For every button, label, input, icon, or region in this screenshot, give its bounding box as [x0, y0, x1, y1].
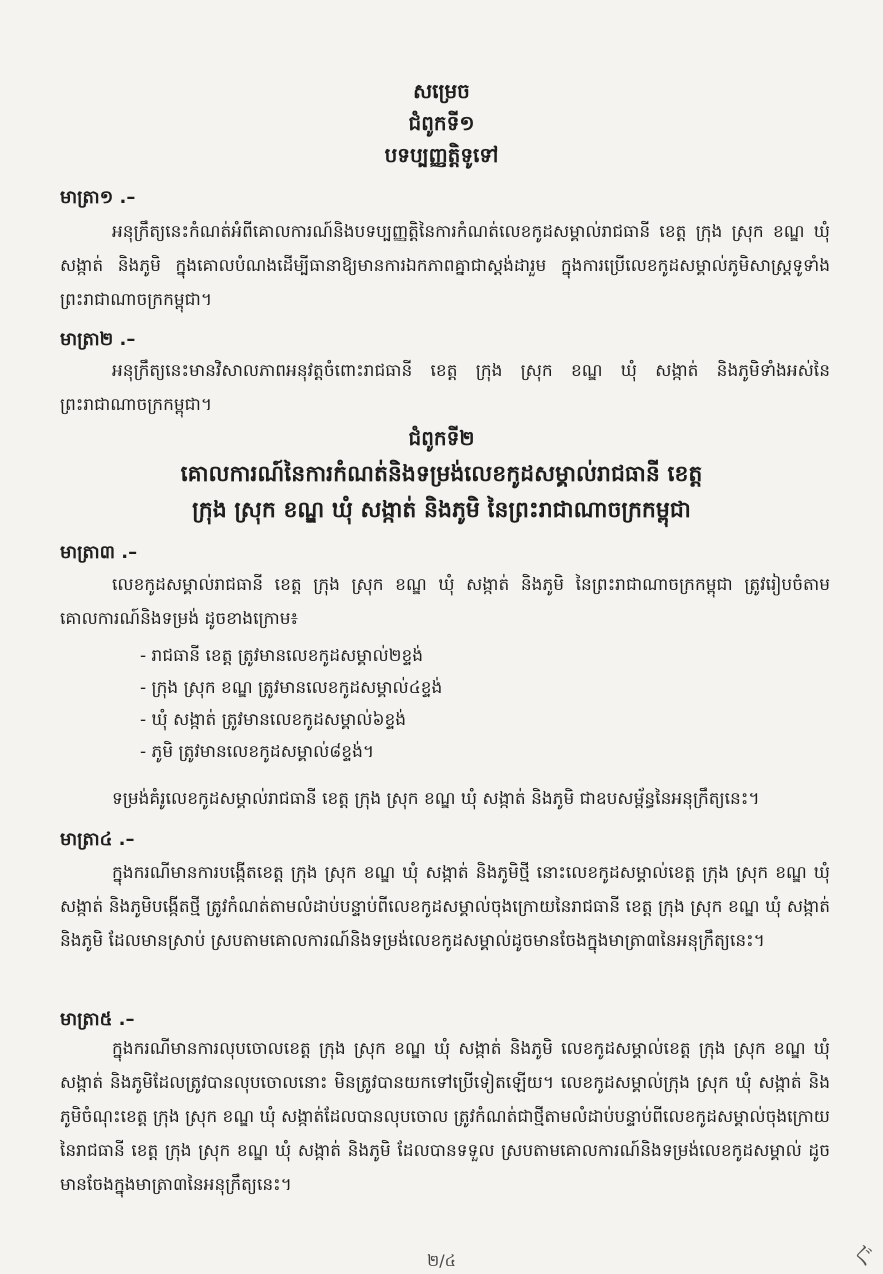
article4-text: ក្នុងករណីមានការបង្កើតខេត្ត ក្រុង ស្រុក ខណ្ឌ ឃុំ សង្កាត់ និងភូមិថ្មី នោះលេខកូដសម្គាល់ខេត្ត ក្រុង ស្រុក ខណ្ឌ ឃុំ សង្កាត់ និងភូមិបង្កើតថ្មី ត្រូវកំណត់តាមលំដាប់បន្ទាប់ពីលេខកូដសម្គាល់ចុងក្រោយនៃរាជធានី ខេត្ត ក្រុង ស្រុក ខណ្ឌ ឃុំ សង្កាត់ និងភូមិ ដែលមានស្រាប់ ស្របតាមគោលការណ៍និងទម្រង់លេខកូដសម្គាល់ដូចមានចែងក្នុងមាត្រា៣នៃអនុក្រឹត្យនេះ។: [60, 863, 830, 951]
chapter1-heading: ជំពូកទី១: [408, 111, 475, 135]
list-item: - ភូមិ ត្រូវមានលេខកូដសម្គាល់៨ខ្ទង់។: [140, 742, 375, 762]
decision-heading: សម្រេច: [413, 79, 470, 103]
list-item: - រាជធានី ខេត្ត ត្រូវមានលេខកូដសម្គាល់២ខ្ទង់: [140, 646, 424, 666]
article5-text: ក្នុងករណីមានការលុបចោលខេត្ត ក្រុង ស្រុក ខណ្ឌ ឃុំ សង្កាត់ និងភូមិ លេខកូដសម្គាល់ខេត្ត ក្រុង ស្រុក ខណ្ឌ ឃុំ សង្កាត់ និងភូមិដែលត្រូវបានលុបចោលនោះ មិនត្រូវបានយកទៅប្រើទៀតឡើយ។ លេខកូដសម្គាល់ក្រុង ស្រុក ឃុំ សង្កាត់ និងភូមិចំណុះខេត្ត ក្រុង ស្រុក ខណ្ឌ ឃុំ សង្កាត់ដែលបានលុបចោល ត្រូវកំណត់ជាថ្មីតាមលំដាប់បន្ទាប់ពីលេខកូដសម្គាល់ចុងក្រោយនៃរាជធានី ខេត្ត ក្រុង ស្រុក ខណ្ឌ ឃុំ សង្កាត់ និងភូមិ ដែលបានទទួល ស្របតាមគោលការណ៍និងទម្រង់លេខកូដសម្គាល់ ដូចមានចែងក្នុងមាត្រា៣នៃអនុក្រឹត្យនេះ។: [60, 1039, 830, 1195]
chapter1-title: បទប្បញ្ញត្តិទូទៅ: [384, 143, 499, 167]
article3-text: លេខកូដសម្គាល់រាជធានី ខេត្ត ក្រុង ស្រុក ខណ្ឌ ឃុំ សង្កាត់ និងភូមិ នៃព្រះរាជាណាចក្រកម្ពុជា ត្រូវរៀបចំតាមគោលការណ៍និងទម្រង់ ដូចខាងក្រោម៖: [60, 575, 830, 629]
article2-label: មាត្រា២ .–: [60, 329, 136, 350]
list-item: - ឃុំ សង្កាត់ ត្រូវមានលេខកូដសម្គាល់៦ខ្ទង់: [140, 710, 407, 730]
article1-text: អនុក្រឹត្យនេះកំណត់អំពីគោលការណ៍និងបទប្បញ្ញត្តិនៃការកំណត់លេខកូដសម្គាល់រាជធានី ខេត្ត ក្រុង ស្រុក ខណ្ឌ ឃុំ សង្កាត់ និងភូមិ ក្នុងគោលបំណងដើម្បីធានាឱ្យមានការឯកភាពគ្នាជាស្តង់ដារួម ក្នុងការប្រើលេខកូដសម្គាល់ភូមិសាស្ត្រទូទាំងព្រះរាជាណាចក្រកម្ពុជា។: [60, 222, 830, 310]
article3-label: មាត្រា៣ .–: [60, 542, 138, 563]
list-item: - ក្រុង ស្រុក ខណ្ឌ ត្រូវមានលេខកូដសម្គាល់៤ខ្ទង់: [140, 678, 443, 698]
article1-label: មាត្រា១ .–: [60, 187, 136, 208]
chapter2-heading: ជំពូកទី២: [408, 426, 475, 450]
chapter2-title-line2: ក្រុង ស្រុក ខណ្ឌ ឃុំ សង្កាត់ និងភូមិ នៃព្រះរាជាណាចក្រកម្ពុជា: [192, 498, 691, 523]
article2-text: អនុក្រឹត្យនេះមានវិសាលភាពអនុវត្តចំពោះរាជធានី ខេត្ត ក្រុង ស្រុក ខណ្ឌ ឃុំ សង្កាត់ និងភូមិទាំងអស់នៃព្រះរាជាណាចក្រកម្ពុជា។: [60, 361, 830, 415]
page-number: ២/៤: [427, 1251, 456, 1270]
margin-mark: ぐ: [851, 1242, 875, 1270]
chapter2-title-line1: គោលការណ៍នៃការកំណត់និងទម្រង់លេខកូដសម្គាល់រាជធានី ខេត្ត: [180, 462, 703, 487]
article4-label: មាត្រា៤ .–: [60, 829, 135, 850]
article5-label: មាត្រា៥ .–: [60, 1009, 135, 1030]
article3-tail: ទម្រង់គំរូលេខកូដសម្គាល់រាជធានី ខេត្ត ក្រុង ស្រុក ខណ្ឌ ឃុំ សង្កាត់ និងភូមិ ជាឧបសម្ព័ន្ធនៃអនុក្រឹត្យនេះ។: [112, 789, 760, 809]
